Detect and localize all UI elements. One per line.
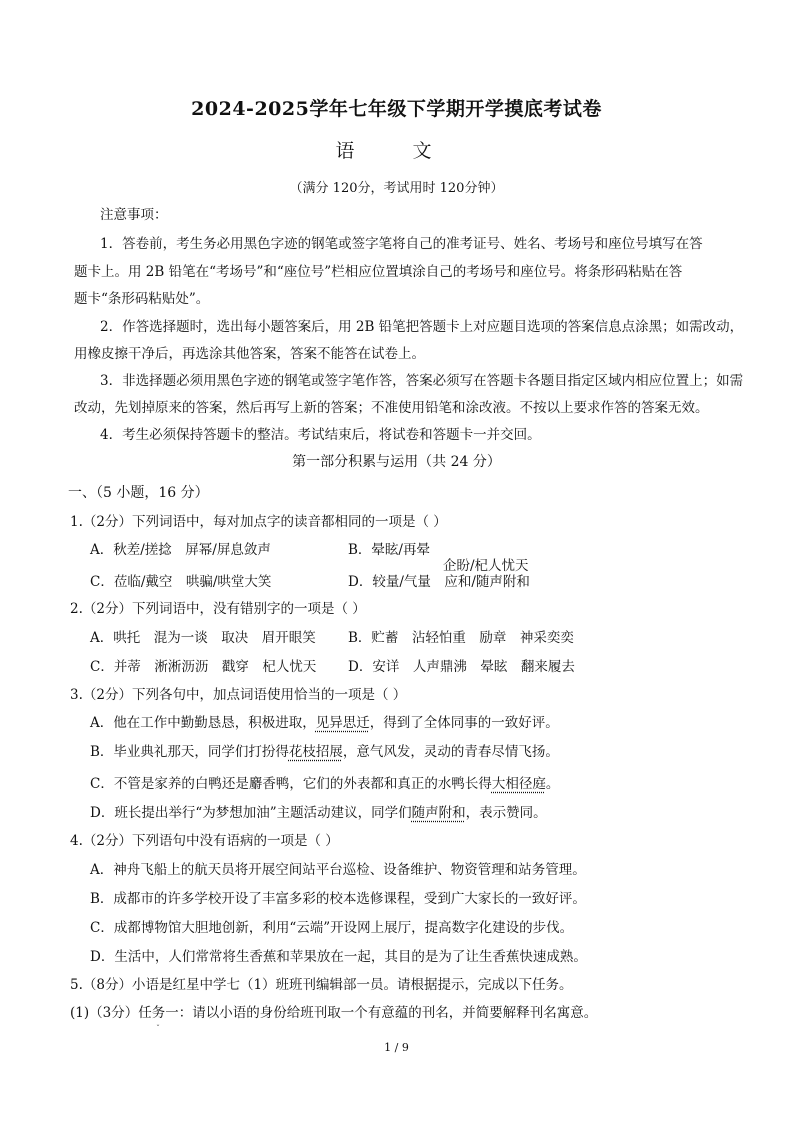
exam-meta: （满分 120分，考试用时 120分钟）	[289, 181, 504, 196]
section-heading: 一、（5 小题，16 分）	[68, 485, 209, 501]
question-1-stem: 1.（2分）下列词语中，每对加点字的读音都相同的一项是（ ）	[70, 514, 447, 530]
notice-line: 题卡“条形码粘贴处”。	[74, 291, 210, 307]
option-text: 。	[545, 776, 560, 792]
question-4-option-c: C．成都博物馆大胆地创新，利用“云端”开设网上展厅，提高数字化建设的步伐。	[90, 920, 574, 936]
scan-mark: ˇ	[156, 1024, 160, 1033]
notice-line: 题卡上。用 2B 铅笔在“考场号”和“座位号”栏相应位置填涂自己的考场号和座位号。将条形码粘贴在答	[74, 264, 683, 280]
question-3-option-d	[90, 804, 547, 822]
question-4-option-a: A．神舟飞船上的航天员将开展空间站平台巡检、设备维护、物资管理和站务管理。	[90, 862, 586, 878]
option-text: ，表示赞同。	[465, 805, 547, 821]
question-4-option-d: D．生活中，人们常常将生香蕉和苹果放在一起，其目的是为了让生香蕉快速成熟。	[90, 949, 587, 965]
notice-line: 4．考生必须保持答题卡的整洁。考试结束后，将试卷和答题卡一并交回。	[100, 427, 541, 443]
notice-line: 3．非选择题必须用黑色字迹的钢笔或签字笔作答，答案必须写在答题卡各题目指定区域内相应位置上；如需	[100, 373, 744, 389]
exam-title: 2024-2025学年七年级下学期开学摸底考试卷	[191, 98, 602, 120]
marked-phrase: 随声附和	[411, 805, 466, 821]
question-1-option-c: C．莅临/戴空 哄骗/哄堂大笑	[90, 574, 272, 590]
notice-line: 用橡皮擦干净后，再选涂其他答案，答案不能答在试卷上。	[74, 346, 425, 362]
question-1-option-d: D．较量/气量 应和/随声附和	[348, 574, 530, 590]
marked-phrase: 花枝招展	[288, 744, 343, 760]
option-text: B．毕业典礼那天，同学们打扮得	[90, 744, 289, 760]
question-3-option-a	[90, 714, 559, 732]
question-5-subtask-1: (1)（3分）任务一：请以小语的身份给班刊取一个有意蕴的刊名，并简要解释刊名寓意。	[70, 1005, 598, 1021]
question-2-option-a: A．哄托 混为一谈 取决 眉开眼笑	[90, 630, 316, 646]
question-1-option-b: B．晕眩/再晕	[348, 542, 430, 558]
question-1-option-b-cont: 企盼/杞人忧天	[443, 558, 529, 574]
question-4-stem: 4.（2分）下列语句中没有语病的一项是（ ）	[70, 833, 339, 849]
part-heading: 第一部分积累与运用（共 24 分）	[292, 454, 501, 470]
question-3-option-b	[90, 743, 559, 761]
notice-line: 1．答卷前，考生务必用黑色字迹的钢笔或签字笔将自己的准考证号、姓名、考场号和座位号填写在答	[100, 236, 703, 252]
option-text: ，得到了全体同事的一致好评。	[369, 715, 559, 731]
option-text: C．不管是家养的白鸭还是麝香鸭，它们的外表都和真正的水鸭长得	[90, 776, 492, 792]
notice-line: 2．作答选择题时，选出每小题答案后，用 2B 铅笔把答题卡上对应题目选项的答案信息点涂黑；如需改动，	[100, 319, 744, 335]
question-5-stem: 5.（8分）小语是红星中学七（1）班班刊编辑部一员。请根据提示，完成以下任务。	[70, 977, 573, 993]
question-4-option-b: B．成都市的许多学校开设了丰富多彩的校本选修课程，受到广大家长的一致好评。	[90, 891, 586, 907]
question-2-option-c: C．并蒂 淅淅沥沥 戳穿 杞人忧天	[90, 659, 317, 675]
question-2-option-b: B．贮蓄 沾轻怕重 励章 神采奕奕	[348, 630, 574, 646]
question-2-option-d: D．安详 人声鼎沸 晕眩 翻来履去	[348, 659, 575, 675]
question-3-option-c	[90, 775, 559, 793]
subject-title: 语 文	[335, 140, 458, 162]
marked-phrase: 见异思迁	[315, 715, 370, 731]
marked-phrase: 大相径庭	[491, 776, 546, 792]
question-1-option-a: A．秋差/搓捻 屏幂/屏息敛声	[90, 542, 271, 558]
option-text: ，意气风发，灵动的青春尽情飞扬。	[342, 744, 559, 760]
page-number: 1 / 9	[384, 1041, 409, 1054]
question-3-stem: 3.（2分）下列各句中，加点词语使用恰当的一项是（ ）	[70, 687, 407, 703]
question-2-stem: 2.（2分）下列词语中，没有错别字的一项是（ ）	[70, 601, 366, 617]
option-text: D．班长提出举行“为梦想加油”主题活动建议，同学们	[90, 805, 412, 821]
notice-line: 改动，先划掉原来的答案，然后再写上新的答案；不准使用铅笔和涂改液。不按以上要求作答的答案无效。	[74, 400, 709, 416]
option-text: A．他在工作中勤勤恳恳，积极进取，	[90, 715, 316, 731]
notice-heading: 注意事项：	[100, 207, 168, 223]
